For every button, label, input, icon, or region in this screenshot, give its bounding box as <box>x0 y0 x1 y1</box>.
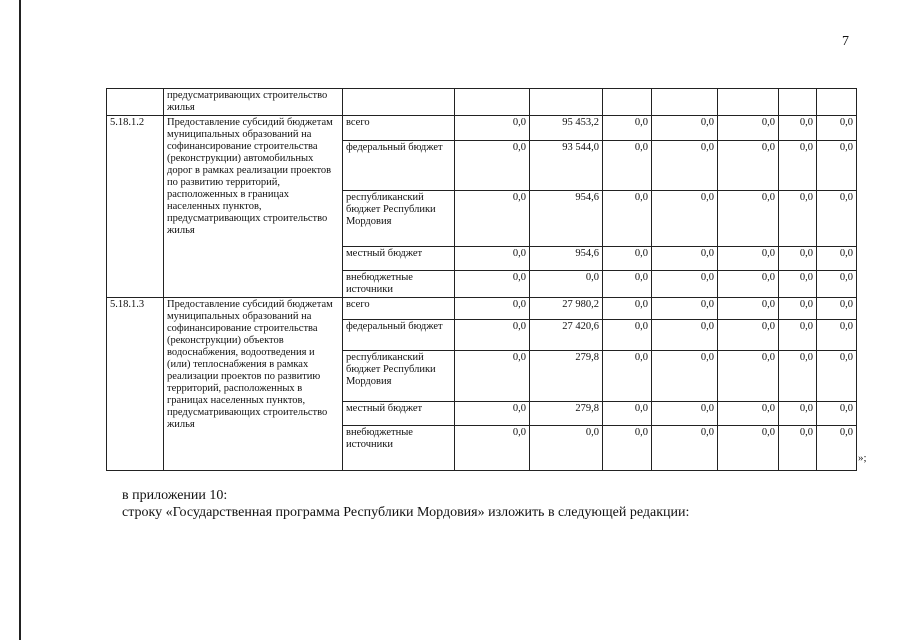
value-cell: 0,0 <box>455 426 530 471</box>
source-cell: всего <box>343 298 455 320</box>
value-cell: 0,0 <box>817 402 857 426</box>
value-cell: 0,0 <box>455 298 530 320</box>
value-cell: 0,0 <box>779 402 817 426</box>
value-cell: 0,0 <box>779 298 817 320</box>
value-cell: 0,0 <box>779 351 817 402</box>
value-cell: 95 453,2 <box>530 116 603 141</box>
code-cell: 5.18.1.3 <box>107 298 164 471</box>
value-cell: 0,0 <box>603 320 652 351</box>
source-cell: внебюджетные источники <box>343 426 455 471</box>
value-cell <box>718 89 779 116</box>
value-cell: 0,0 <box>652 191 718 247</box>
value-cell: 0,0 <box>817 298 857 320</box>
value-cell: 0,0 <box>603 402 652 426</box>
page-number: 7 <box>842 34 849 49</box>
edit-instruction: строку «Государственная программа Республики Мордовия» изложить в следующей редакции: <box>122 505 690 520</box>
value-cell: 0,0 <box>455 247 530 271</box>
value-cell: 0,0 <box>779 320 817 351</box>
value-cell: 0,0 <box>817 351 857 402</box>
value-cell: 0,0 <box>455 351 530 402</box>
value-cell: 0,0 <box>718 271 779 298</box>
value-cell: 0,0 <box>530 271 603 298</box>
value-cell: 0,0 <box>718 247 779 271</box>
value-cell: 0,0 <box>455 116 530 141</box>
value-cell: 0,0 <box>779 426 817 471</box>
value-cell: 0,0 <box>817 271 857 298</box>
value-cell: 0,0 <box>718 320 779 351</box>
value-cell: 0,0 <box>603 116 652 141</box>
value-cell: 0,0 <box>603 271 652 298</box>
activity-name-cell: предусматривающих строительство жилья <box>164 89 343 116</box>
source-cell: всего <box>343 116 455 141</box>
source-cell: федеральный бюджет <box>343 141 455 191</box>
value-cell: 279,8 <box>530 351 603 402</box>
code-cell: 5.18.1.2 <box>107 116 164 298</box>
value-cell <box>652 89 718 116</box>
value-cell: 0,0 <box>530 426 603 471</box>
value-cell: 0,0 <box>779 247 817 271</box>
value-cell <box>779 89 817 116</box>
value-cell: 0,0 <box>817 116 857 141</box>
budget-row <box>107 298 857 320</box>
value-cell: 0,0 <box>718 141 779 191</box>
value-cell: 0,0 <box>817 191 857 247</box>
closing-quote: »; <box>858 452 867 464</box>
value-cell: 0,0 <box>817 426 857 471</box>
value-cell: 0,0 <box>652 320 718 351</box>
activity-name-cell: Предоставление субсидий бюджетам муниципальных образований на софинансирование строительства (реконструкции) автомобильных дорог в рамках реализации проектов по развитию территорий, расположенных в границах населенных пунктов, предусматривающих строительство жилья <box>164 116 343 298</box>
budget-row <box>107 116 857 141</box>
source-cell: внебюджетные источники <box>343 271 455 298</box>
value-cell: 0,0 <box>817 141 857 191</box>
value-cell <box>603 89 652 116</box>
value-cell: 0,0 <box>603 247 652 271</box>
value-cell: 0,0 <box>603 141 652 191</box>
value-cell: 0,0 <box>718 298 779 320</box>
value-cell: 0,0 <box>652 351 718 402</box>
value-cell: 0,0 <box>455 141 530 191</box>
left-margin-rule <box>19 0 21 640</box>
value-cell: 279,8 <box>530 402 603 426</box>
value-cell: 0,0 <box>718 402 779 426</box>
value-cell: 0,0 <box>779 271 817 298</box>
value-cell: 0,0 <box>779 141 817 191</box>
code-cell <box>107 89 164 116</box>
value-cell: 0,0 <box>652 298 718 320</box>
source-cell: федеральный бюджет <box>343 320 455 351</box>
appendix-reference: в приложении 10: <box>122 488 228 503</box>
value-cell: 0,0 <box>652 271 718 298</box>
value-cell: 0,0 <box>603 191 652 247</box>
activity-name-cell: Предоставление субсидий бюджетам муниципальных образований на софинансирование строительства (реконструкции) объектов водоснабжения, водоотведения и (или) теплоснабжения в рамках реализации проектов по развитию территорий, расположенных в границах населенных пунктов, предусматривающих строительство жилья <box>164 298 343 471</box>
value-cell: 0,0 <box>652 426 718 471</box>
value-cell: 0,0 <box>652 116 718 141</box>
value-cell: 0,0 <box>779 116 817 141</box>
budget-table <box>106 88 857 471</box>
value-cell: 0,0 <box>652 141 718 191</box>
value-cell: 0,0 <box>718 116 779 141</box>
value-cell: 0,0 <box>455 191 530 247</box>
source-cell <box>343 89 455 116</box>
value-cell: 0,0 <box>603 351 652 402</box>
source-cell: республиканский бюджет Республики Мордовия <box>343 191 455 247</box>
value-cell: 0,0 <box>603 298 652 320</box>
value-cell: 0,0 <box>603 426 652 471</box>
value-cell <box>817 89 857 116</box>
value-cell <box>530 89 603 116</box>
value-cell: 0,0 <box>718 426 779 471</box>
value-cell: 27 980,2 <box>530 298 603 320</box>
carry-over-row <box>107 89 857 116</box>
value-cell: 0,0 <box>718 351 779 402</box>
value-cell: 0,0 <box>779 191 817 247</box>
value-cell: 0,0 <box>455 402 530 426</box>
source-cell: местный бюджет <box>343 247 455 271</box>
value-cell: 0,0 <box>652 402 718 426</box>
value-cell: 0,0 <box>718 191 779 247</box>
value-cell: 954,6 <box>530 191 603 247</box>
value-cell: 0,0 <box>455 271 530 298</box>
value-cell: 0,0 <box>817 320 857 351</box>
value-cell: 93 544,0 <box>530 141 603 191</box>
value-cell: 0,0 <box>455 320 530 351</box>
value-cell: 954,6 <box>530 247 603 271</box>
value-cell: 27 420,6 <box>530 320 603 351</box>
value-cell: 0,0 <box>817 247 857 271</box>
source-cell: местный бюджет <box>343 402 455 426</box>
source-cell: республиканский бюджет Республики Мордовия <box>343 351 455 402</box>
value-cell: 0,0 <box>652 247 718 271</box>
budget-table-body <box>107 89 857 471</box>
value-cell <box>455 89 530 116</box>
